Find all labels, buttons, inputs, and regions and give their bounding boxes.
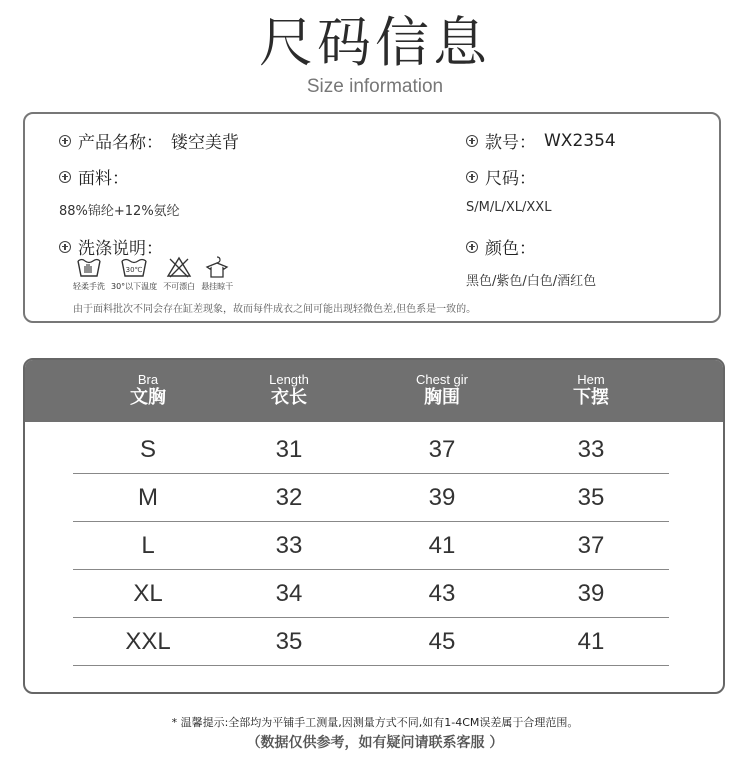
table-cell: 45: [428, 628, 456, 655]
care-label: 30°以下温度: [111, 282, 158, 291]
table-cell: 32: [275, 484, 303, 511]
care-instructions: [73, 256, 239, 292]
style-no-field: [466, 128, 616, 153]
size-label: 尺码：: [485, 169, 536, 189]
column-header-en: Chest gir: [415, 372, 469, 387]
wash-label: 洗涤说明：: [78, 239, 163, 259]
column-header-chest: [382, 372, 502, 409]
measurement-tip: * 温馨提示:全部均为平铺手工测量,因测量方式不同,如有1-4CM误差属于合理范围。: [171, 716, 579, 729]
table-header: [25, 360, 723, 422]
product-name-field: [59, 128, 239, 153]
care-label: 不可漂白: [163, 282, 196, 291]
table-cell: XXL: [125, 628, 171, 655]
table-cell: 31: [275, 436, 303, 463]
table-cell: M: [138, 484, 158, 511]
column-header-en: Length: [269, 372, 309, 387]
plus-circle-icon: [59, 241, 71, 253]
column-header-cn: 下摆: [573, 387, 609, 408]
fabric-value: 88%锦纶+12%氨纶: [59, 204, 180, 219]
care-item: [163, 256, 195, 292]
table-cell: 34: [275, 580, 303, 607]
column-header-en: Hem: [577, 372, 605, 387]
fabric-label: 面料：: [78, 169, 129, 189]
plus-circle-icon: [466, 171, 478, 183]
table-row: [73, 570, 669, 618]
column-header-cn: 胸围: [424, 387, 460, 408]
care-label: 悬挂晾干: [201, 282, 234, 291]
color-label: 颜色：: [485, 239, 536, 259]
column-header-bra: [88, 372, 208, 409]
care-label: 轻柔手洗: [73, 282, 105, 291]
table-cell: 39: [577, 580, 605, 607]
size-value: S/M/L/XL/XXL: [466, 200, 552, 215]
table-cell: 43: [428, 580, 456, 607]
size-table: [23, 358, 725, 694]
fabric-field: [59, 164, 180, 219]
table-cell: 41: [577, 628, 605, 655]
table-row: [73, 426, 669, 474]
care-item: [111, 256, 157, 292]
table-cell: 33: [275, 532, 303, 559]
table-cell: S: [139, 436, 156, 463]
style-no-label: 款号：: [485, 133, 536, 153]
table-cell: XL: [133, 580, 163, 607]
color-variance-note: 由于面料批次不同会存在缸差现象，故而每件成衣之间可能出现轻微色差,但色系是一致的。: [73, 304, 477, 315]
table-cell: L: [141, 532, 155, 559]
page-subtitle: Size information: [306, 76, 444, 97]
table-cell: 35: [275, 628, 303, 655]
table-row: [73, 474, 669, 522]
plus-circle-icon: [466, 241, 478, 253]
product-name-value: 镂空美背: [171, 133, 239, 153]
care-item: [201, 256, 233, 292]
size-field: [466, 164, 551, 215]
hang-dry-icon: [204, 256, 230, 278]
wash-30-icon: [120, 256, 148, 278]
color-field: [466, 234, 596, 289]
care-item: [73, 256, 105, 292]
column-header-cn: 衣长: [271, 387, 307, 408]
table-cell: 35: [577, 484, 605, 511]
table-cell: 37: [577, 532, 605, 559]
style-no-value: WX2354: [544, 130, 616, 151]
table-row: [73, 522, 669, 570]
plus-circle-icon: [466, 135, 478, 147]
hand-wash-icon: [76, 256, 102, 278]
page-title: 尺码信息: [259, 11, 491, 74]
plus-circle-icon: [59, 135, 71, 147]
table-cell: 41: [428, 532, 456, 559]
plus-circle-icon: [59, 171, 71, 183]
svg-text:30℃: 30℃: [125, 266, 143, 274]
table-row: [73, 618, 669, 666]
product-info-box: [23, 112, 721, 323]
table-cell: 39: [428, 484, 456, 511]
table-cell: 33: [577, 436, 605, 463]
table-cell: 37: [428, 436, 456, 463]
no-bleach-icon: [166, 256, 192, 278]
column-header-hem: [531, 372, 651, 409]
reference-disclaimer: （数据仅供参考，如有疑问请联系客服 ）: [246, 735, 504, 751]
color-value: 黑色/紫色/白色/酒红色: [466, 274, 597, 289]
column-header-en: Bra: [137, 372, 159, 387]
column-header-length: [229, 372, 349, 409]
column-header-cn: 文胸: [130, 387, 166, 408]
product-name-label: 产品名称：: [78, 133, 163, 153]
